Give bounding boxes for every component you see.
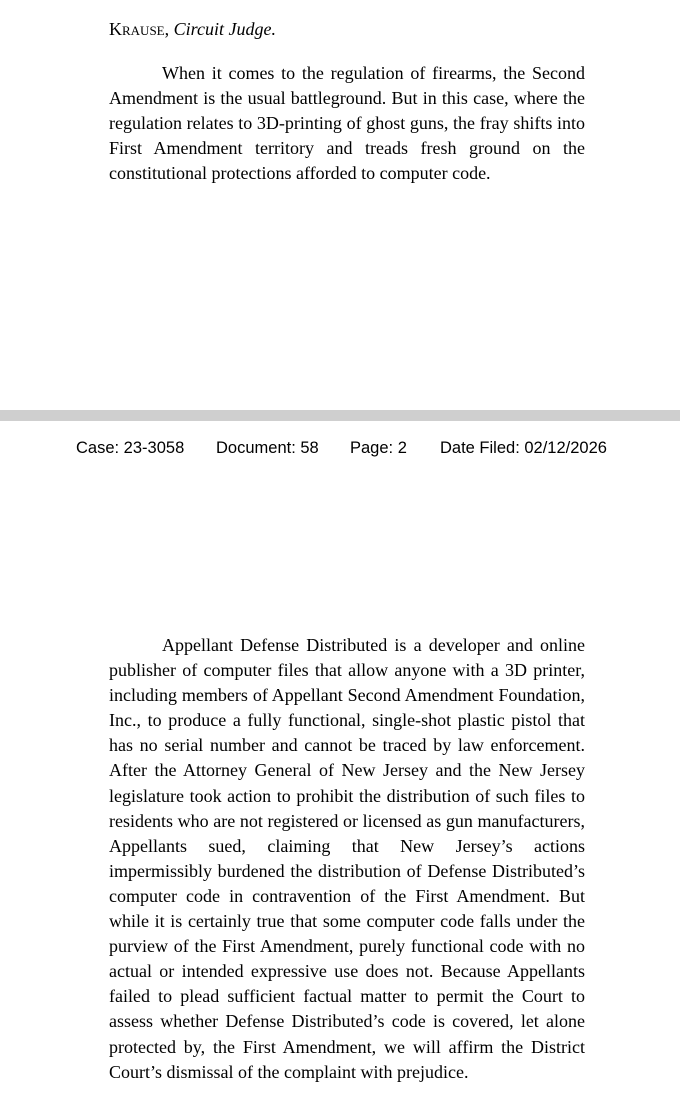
opinion-paragraph-1: When it comes to the regulation of firearms, the Second Amendment is the usual battleground. But in this case, where the regulation relates to 3D-printing of ghost guns, the fray shifts into First Amendment territory and treads fresh ground on the constitutional protections afforded to computer code.: [109, 63, 585, 184]
judge-attribution: Krause, Circuit Judge.: [109, 19, 276, 39]
document-number: Document: 58: [216, 439, 319, 457]
judge-name: Krause: [109, 19, 165, 39]
opinion-paragraph-2: Appellant Defense Distributed is a developer and online publisher of computer files that allow anyone with a 3D printer, including members of Appellant Second Amendment Foundation, Inc., to produce a fully functional, single-shot plastic pistol that has no serial number and cannot be traced by law enforcement. After the Attorney General of New Jersey and the New Jersey legislature took action to prohibit the distribution of such files to residents who are not registered or licensed as gun manufacturers, Appellants sued, claiming that New Jersey’s actions impermissibly burdened the distribution of Defense Distributed’s computer code in contravention of the First Amendment. But while it is certainly true that some computer code falls under the purview of the First Amendment, purely functional code with no actual or intended expressive use does not. Because Appellants failed to plead sufficient factual matter to permit the Court to assess whether Defense Distributed’s code is covered, let alone protected by, the First Amendment, we will affirm the District Court’s dismissal of the complaint with prejudice.: [109, 635, 585, 1082]
page-1-bottom: [0, 0, 680, 410]
judge-title: Circuit Judge.: [173, 19, 276, 39]
case-number: Case: 23-3058: [76, 439, 185, 457]
date-filed: Date Filed: 02/12/2026: [440, 439, 607, 457]
case-header: [0, 436, 680, 460]
page-number: Page: 2: [350, 439, 407, 457]
page-separator: [0, 410, 680, 421]
